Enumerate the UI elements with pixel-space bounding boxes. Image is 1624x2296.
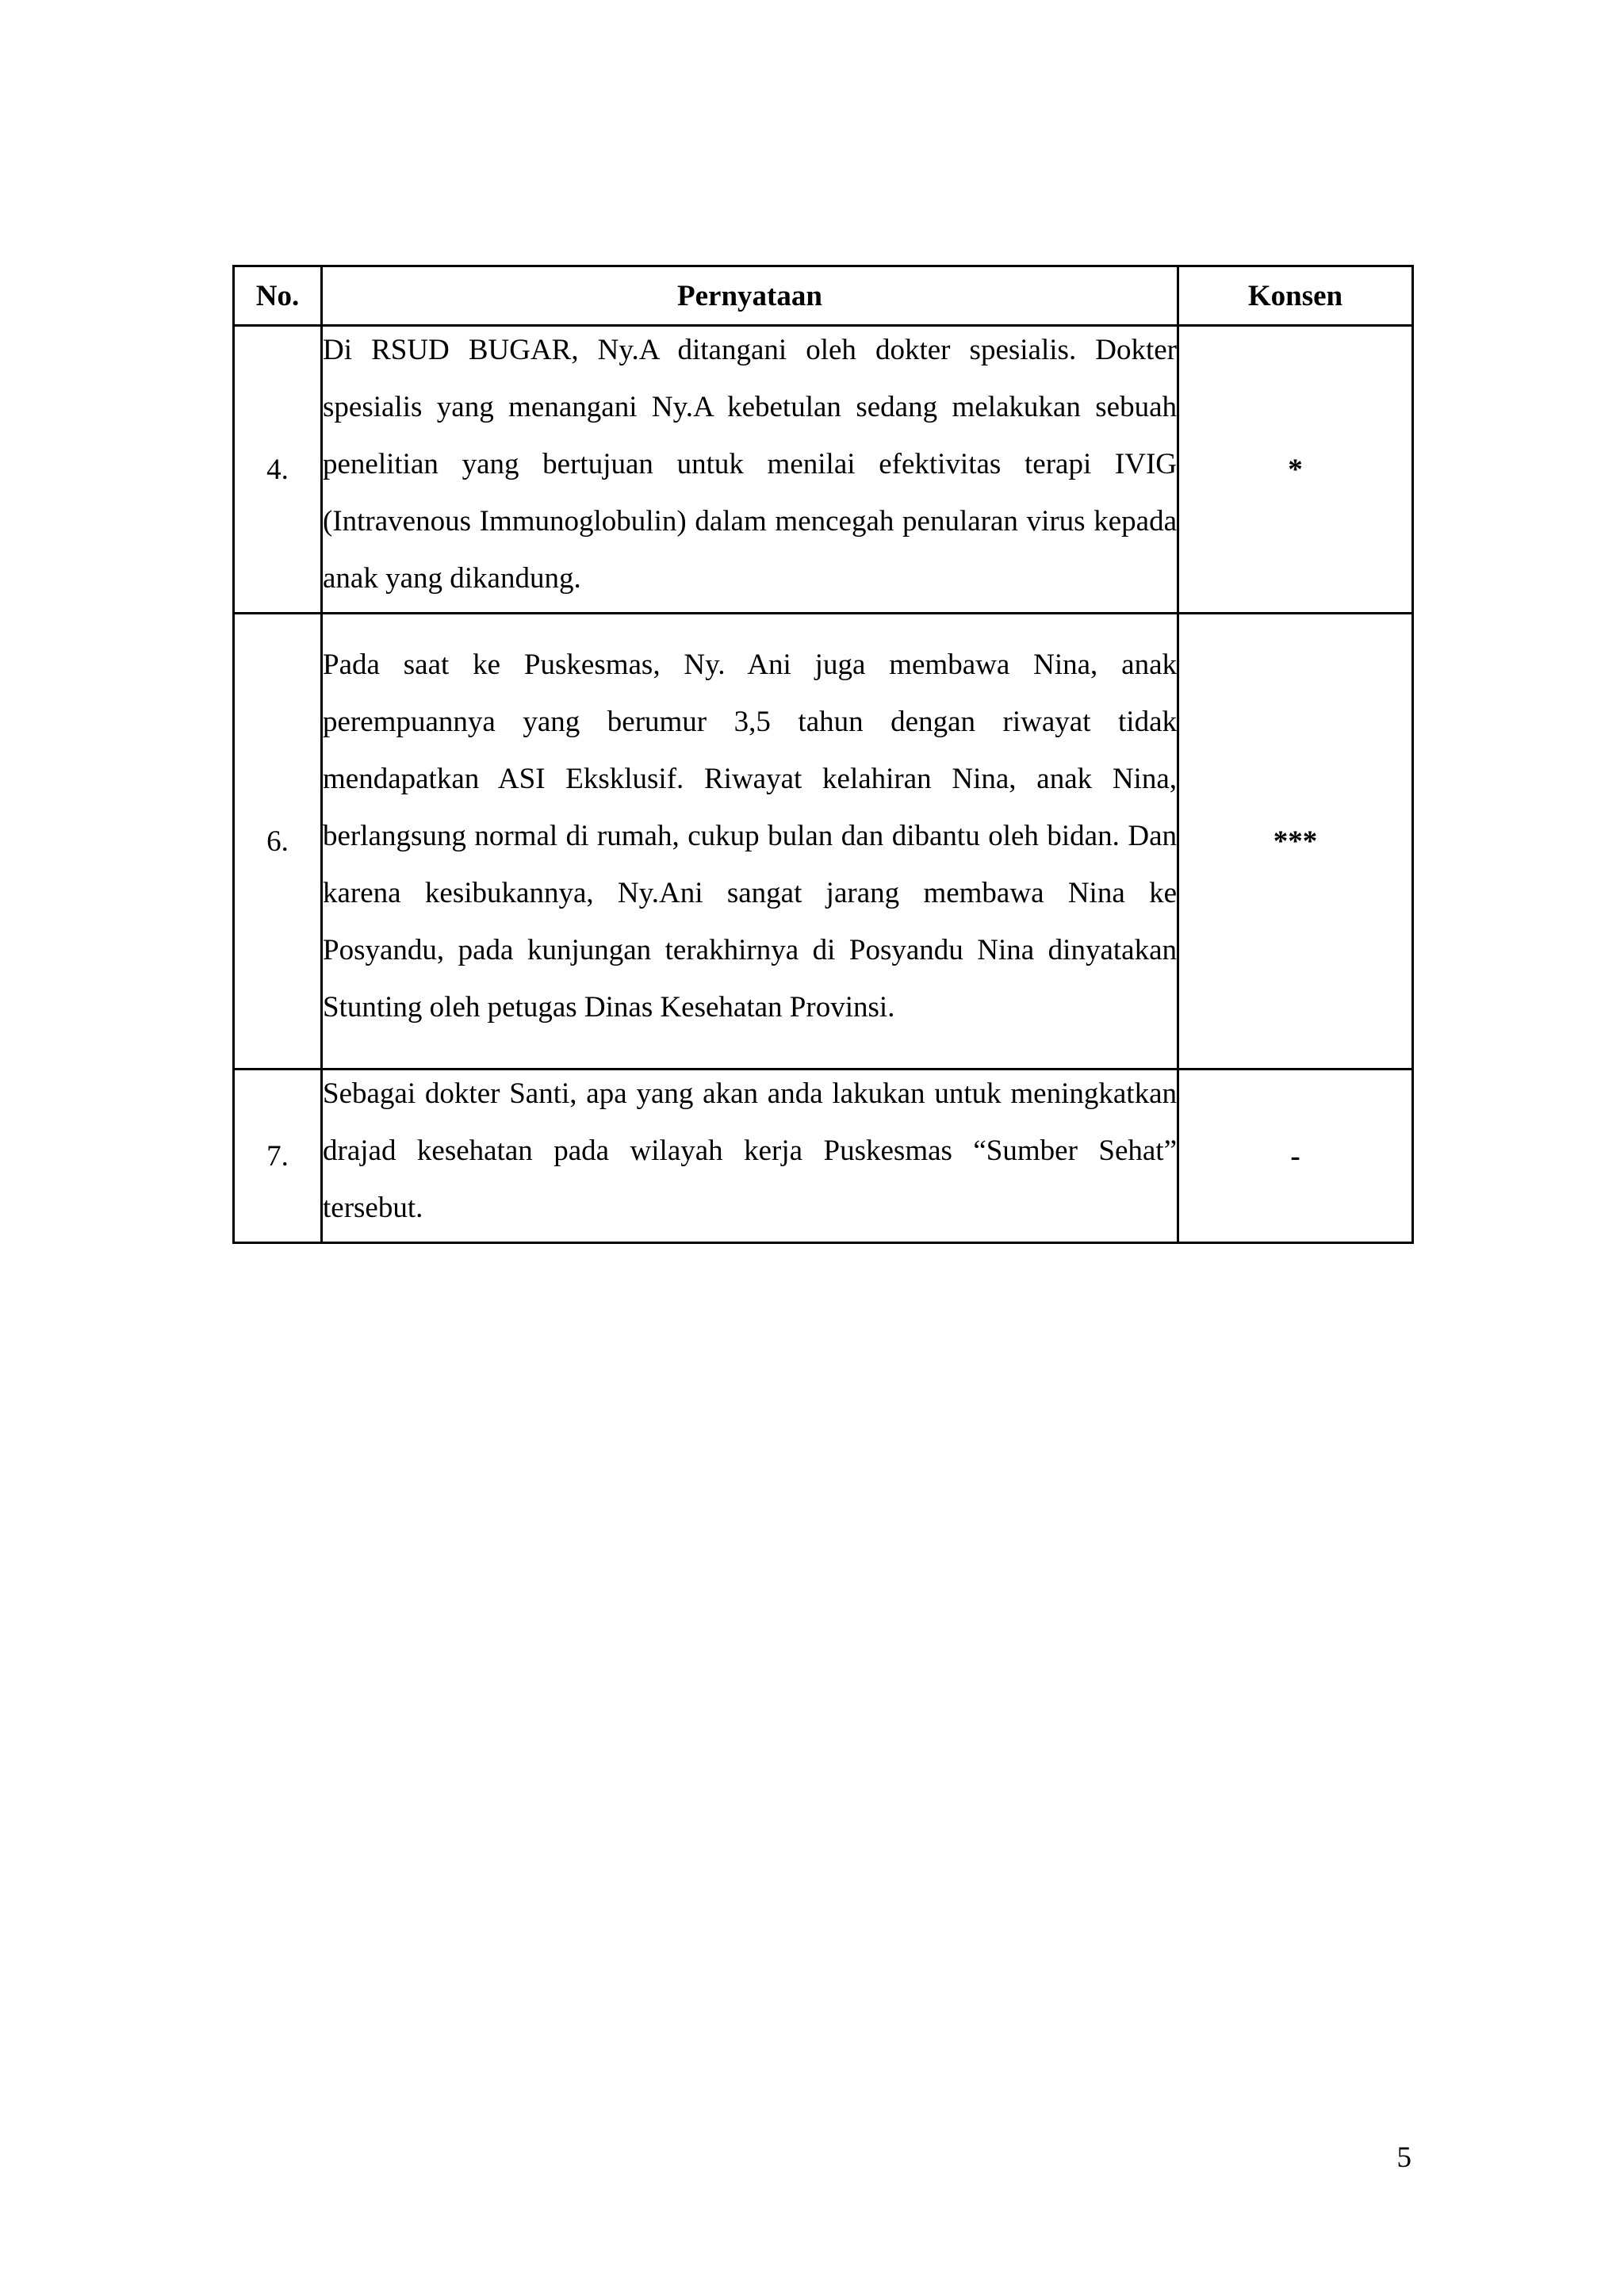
- row-statement: [322, 1070, 1178, 1243]
- header-no: No.: [234, 266, 322, 326]
- page-number: 5: [1396, 2141, 1411, 2174]
- statement-text: Sebagai dokter Santi, apa yang akan anda lakukan untuk meningkatkan drajad kesehatan pada wilayah kerja Puskesmas “Sumber Sehat” tersebut.: [323, 1077, 1177, 1224]
- table-row: [234, 1070, 1413, 1243]
- table-header-row: [234, 266, 1413, 326]
- header-statement: Pernyataan: [322, 266, 1178, 326]
- statement-text: Pada saat ke Puskesmas, Ny. Ani juga membawa Nina, anak perempuannya yang berumur 3,5 tahun dengan riwayat tidak mendapatkan ASI Eksklusif. Riwayat kelahiran Nina, anak Nina, berlangsung normal di rumah, cukup bulan dan dibantu oleh bidan. Dan karena kesibukannya, Ny.Ani sangat jarang membawa Nina ke Posyandu, pada kunjungan terakhirnya di Posyandu Nina dinyatakan Stunting oleh petugas Dinas Kesehatan Provinsi.: [323, 649, 1177, 1024]
- row-number: 6.: [234, 614, 322, 1070]
- row-statement: [322, 614, 1178, 1070]
- header-konsen: Konsen: [1178, 266, 1413, 326]
- table-row: [234, 614, 1413, 1070]
- table-row: [234, 326, 1413, 614]
- row-konsen: *: [1178, 326, 1413, 614]
- statement-table: [232, 265, 1414, 1244]
- row-statement: [322, 326, 1178, 614]
- statement-text: Di RSUD BUGAR, Ny.A ditangani oleh dokter spesialis. Dokter spesialis yang menangani Ny.A kebetulan sedang melakukan sebuah penelitian yang bertujuan untuk menilai efektivitas terapi IVIG (Intravenous Immunoglobulin) dalam mencegah penularan virus kepada anak yang dikandung.: [323, 334, 1177, 595]
- row-number: 7.: [234, 1070, 322, 1243]
- row-konsen: ***: [1178, 614, 1413, 1070]
- row-konsen: -: [1178, 1070, 1413, 1243]
- row-number: 4.: [234, 326, 322, 614]
